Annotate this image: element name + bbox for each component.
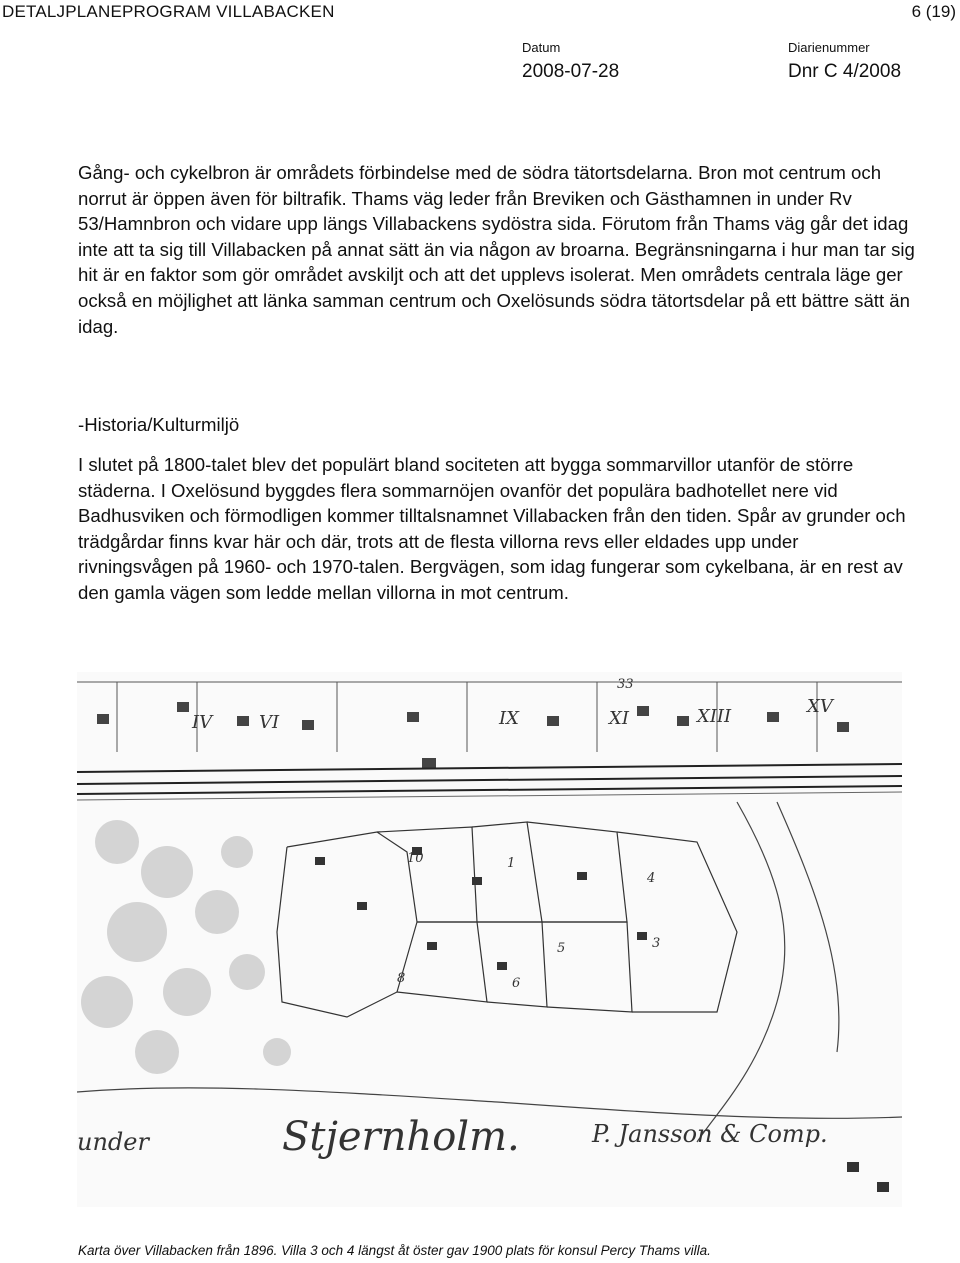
map-plot-number-10: 10 (407, 851, 424, 866)
paragraph-history-text: I slutet på 1800-talet blev det populärt bland sociteten att bygga sommarvillor utanför de större städerna. I Oxelösund byggdes flera sommarnöjen ovanför det populära badhotellet nere vid Badhusviken och förmodligen kommer tilltalsnamnet Villabacken från den tiden. Spår av grunder och trädgårdar finns kvar här och där, trots att de flesta villorna revs eller eldades upp under rivningsvågen på 1960- och 1970-talen. Bergvägen, som idag fungerar som cykelbana, är en rest av den gamla vägen som ledde mellan villorna in mot centrum. (78, 454, 906, 603)
map-label-under: under (77, 1128, 149, 1156)
reference-value: Dnr C 4/2008 (788, 61, 902, 82)
date-block (522, 40, 619, 83)
map-label-roman-13: XIII (697, 706, 732, 727)
map-drawing (77, 672, 902, 1207)
map-label-stjernholm: Stjernholm. (282, 1114, 520, 1160)
map-plot-number-4: 4 (647, 871, 656, 886)
map-caption: Karta över Villabacken från 1896. Villa 3 och 4 längst åt öster gav 1900 plats för konsul Percy Thams villa. (78, 1243, 711, 1258)
date-label: Datum (522, 40, 561, 55)
map-label-roman-11: XI (609, 708, 629, 729)
paragraph-access (78, 160, 918, 339)
document-title: DETALJPLANEPROGRAM VILLABACKEN (2, 2, 335, 21)
map-label-roman-15: XV (807, 696, 833, 717)
map-label-roman-6: VI (259, 712, 280, 733)
map-label-roman-9: IX (499, 708, 519, 729)
reference-label: Diarienummer (788, 40, 870, 55)
map-plot-number-3: 3 (652, 936, 661, 951)
map-plot-number-1: 1 (507, 856, 516, 871)
paragraph-history (78, 452, 918, 606)
map-plot-number-6: 6 (512, 976, 521, 991)
paragraph-access-text: Gång- och cykelbron är områdets förbindelse med de södra tätortsdelarna. Bron mot centrum och norrut är öppen även för biltrafik. Thams väg leder från Breviken och Gästhamnen in under Rv 53/Hamnbron och vidare upp längs Villabackens sydöstra sida. Förutom från Thams väg går det idag inte att ta sig till Villabacken på annat sätt än via någon av broarna. Begränsningarna i hur man tar sig hit är en faktor som gör området avskiljt och att det upplevs isolerat. Men områdets centrala läge ger också en möjlighet att länka samman centrum och Oxelösunds södra tätortsdelar på ett bättre sätt än idag. (78, 162, 915, 337)
date-value: 2008-07-28 (522, 61, 620, 82)
reference-block (788, 40, 901, 83)
map-plot-number-5: 5 (557, 941, 566, 956)
map-label-roman-4: IV (192, 712, 213, 733)
map-plot-number-8: 8 (397, 971, 406, 986)
map-label-jansson: P. Jansson & Comp. (592, 1120, 828, 1148)
section-heading-history: -Historia/Kulturmiljö (78, 414, 240, 435)
historic-map-image (77, 672, 902, 1207)
page-number: 6 (19) (911, 2, 956, 21)
map-plot-number-33: 33 (617, 677, 634, 692)
